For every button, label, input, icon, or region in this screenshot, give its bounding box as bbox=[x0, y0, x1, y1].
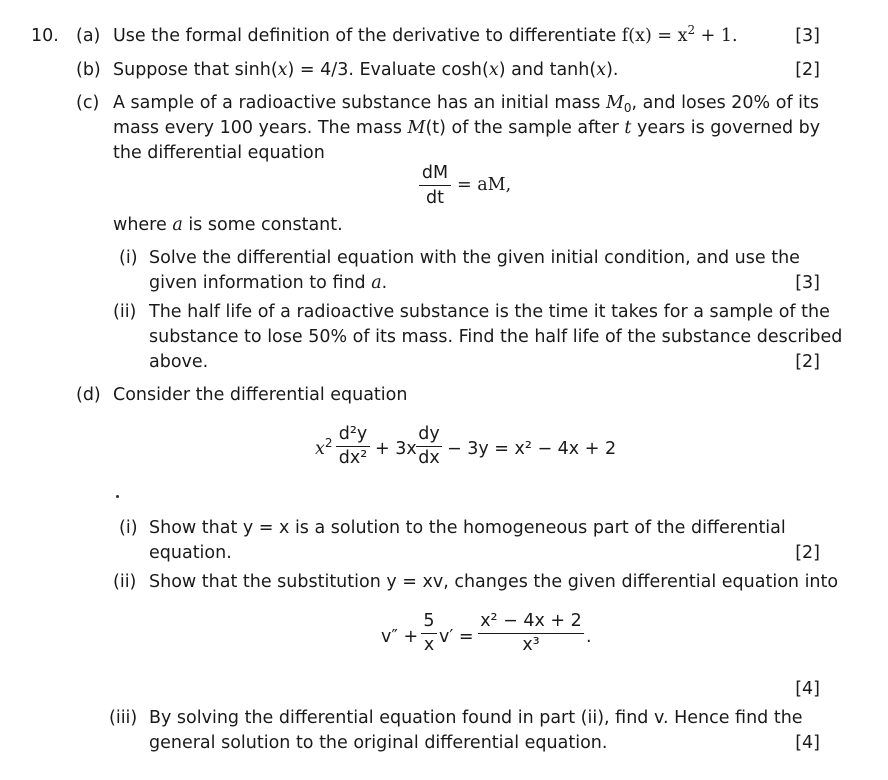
part-c-ii-line2: substance to lose 50% of its mass. Find the half life of the substance described bbox=[149, 327, 843, 347]
part-a-marks: [3] bbox=[795, 26, 820, 46]
part-d-i-marks: [2] bbox=[795, 543, 820, 563]
part-a-math: $f(x) = x^2 + 1$. bbox=[621, 23, 738, 46]
part-b-label: (b) bbox=[76, 60, 101, 80]
part-c-i-line1: Solve the differential equation with the given initial condition, and use the bbox=[149, 248, 800, 268]
part-d-label: (d) bbox=[76, 385, 101, 405]
part-c-equation-fraction bbox=[419, 162, 451, 209]
part-a-text: Use the formal definition of the derivative to differentiate $f(x) = x^2 + 1$. bbox=[113, 23, 738, 46]
part-d-eq-x2: $x^2$ bbox=[315, 436, 333, 459]
part-d-ii-marks: [4] bbox=[795, 679, 820, 699]
part-c-i-label: (i) bbox=[119, 248, 138, 268]
part-d-ii-eq-f1-denominator: x bbox=[423, 635, 435, 655]
part-d-iii-line1: By solving the differential equation found in part (ii), find v. Hence find the bbox=[149, 708, 803, 728]
part-d-eq-rest: − 3y = x² − 4x + 2 bbox=[447, 439, 617, 459]
part-d-eq-fraction-2 bbox=[416, 424, 442, 469]
part-c-i-marks: [3] bbox=[795, 273, 820, 293]
fraction-bar bbox=[416, 446, 442, 447]
part-d-iii-line2: general solution to the original differential equation. bbox=[149, 733, 608, 753]
part-c-eq-numerator: dM bbox=[421, 163, 449, 183]
part-d-ii-eq-fraction-1 bbox=[421, 611, 437, 656]
fraction-bar bbox=[336, 446, 370, 447]
part-d-ii-eq-v2: v″ + bbox=[381, 627, 419, 647]
stray-dot bbox=[116, 495, 119, 498]
part-d-eq-f1-numerator: d²y bbox=[338, 424, 368, 444]
part-d-ii-eq-f2-numerator: x² − 4x + 2 bbox=[480, 611, 582, 631]
part-a-label: (a) bbox=[76, 26, 101, 46]
part-c-ii-line3: above. bbox=[149, 352, 209, 372]
part-d-ii-eq-end: . bbox=[586, 627, 592, 647]
part-d-eq-fraction-1 bbox=[336, 424, 370, 469]
part-d-ii-label: (ii) bbox=[113, 572, 137, 592]
part-d-eq-f2-numerator: dy bbox=[418, 424, 440, 444]
part-d-eq-mid: + 3x bbox=[375, 439, 417, 459]
part-d-iii-label: (iii) bbox=[109, 708, 138, 728]
part-c-line4: where a is some constant. bbox=[113, 215, 343, 235]
part-c-ii-line1: The half life of a radioactive substance is the time it takes for a sample of the bbox=[149, 302, 830, 322]
part-d-ii-eq-fraction-2 bbox=[478, 611, 584, 656]
part-c-ii-marks: [2] bbox=[795, 352, 820, 372]
part-c-line3: the differential equation bbox=[113, 143, 325, 163]
part-d-ii-eq-v1: v′ = bbox=[439, 627, 474, 647]
part-d-eq-f1-denominator: dx² bbox=[338, 448, 368, 468]
part-b-text: Suppose that sinh(x) = 4/3. Evaluate cosh(x) and tanh(x). bbox=[113, 60, 619, 80]
part-d-i-line1: Show that y = x is a solution to the homogeneous part of the differential bbox=[149, 518, 786, 538]
part-c-line1: A sample of a radioactive substance has an initial mass $M_0$, and loses 20% of its bbox=[113, 93, 820, 115]
part-d-iii-marks: [4] bbox=[795, 733, 820, 753]
part-c-eq-denominator: dt bbox=[426, 188, 444, 208]
fraction-bar bbox=[419, 185, 451, 186]
part-c-line2: mass every 100 years. The mass M(t) of the sample after t years is governed by bbox=[113, 118, 821, 138]
part-d-intro: Consider the differential equation bbox=[113, 385, 408, 405]
fraction-bar bbox=[421, 633, 437, 634]
part-c-ii-label: (ii) bbox=[113, 302, 137, 322]
part-d-ii-eq-f1-numerator: 5 bbox=[423, 611, 435, 631]
part-d-ii-line1: Show that the substitution y = xv, changes the given differential equation into bbox=[149, 572, 839, 592]
part-d-ii-eq-f2-denominator: x³ bbox=[522, 635, 540, 655]
part-d-i-label: (i) bbox=[119, 518, 138, 538]
part-d-i-line2: equation. bbox=[149, 543, 232, 563]
part-c-i-line2: given information to find a. bbox=[149, 273, 388, 293]
part-b-marks: [2] bbox=[795, 60, 820, 80]
part-c-eq-rhs: = aM, bbox=[457, 175, 512, 195]
question-number: 10. bbox=[31, 26, 59, 46]
part-c-label: (c) bbox=[76, 93, 100, 113]
fraction-bar bbox=[478, 633, 584, 634]
part-d-eq-f2-denominator: dx bbox=[418, 448, 440, 468]
